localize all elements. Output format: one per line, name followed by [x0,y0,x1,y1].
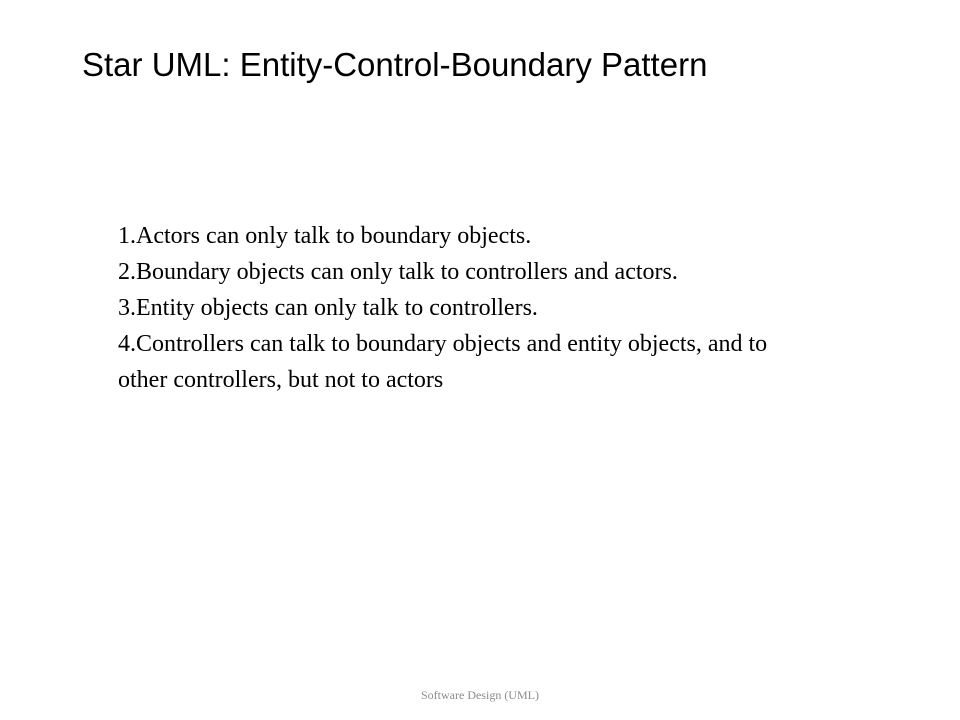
rule-item-3: 3.Entity objects can only talk to controllers. [118,295,538,321]
rules-list [118,218,818,398]
rule-item-2: 2.Boundary objects can only talk to controllers and actors. [118,259,678,285]
rule-item-1: 1.Actors can only talk to boundary objects. [118,223,532,249]
rule-item-4: 4.Controllers can talk to boundary objects and entity objects, and to other controllers, but not to actors [118,331,768,393]
slide-title: Star UML: Entity-Control-Boundary Pattern [82,46,708,83]
slide-footer: Software Design (UML) [421,688,539,702]
